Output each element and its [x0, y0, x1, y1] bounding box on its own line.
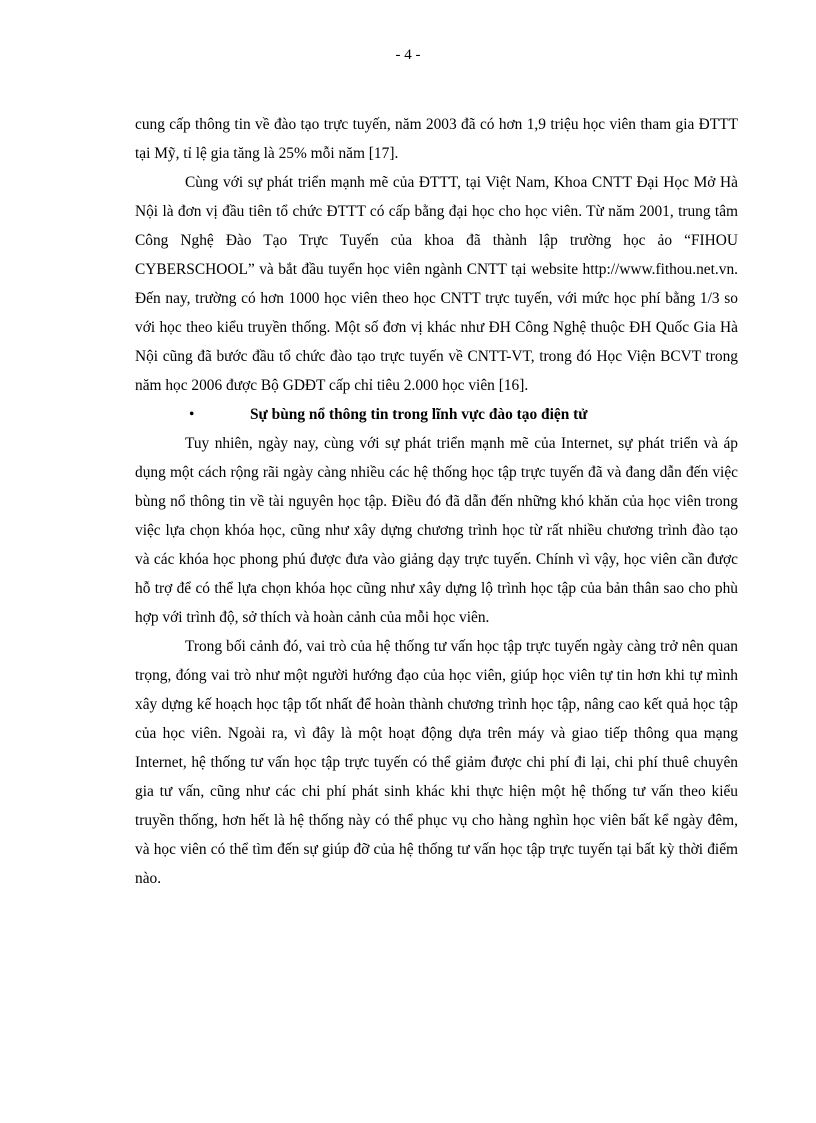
- page-number: - 4 -: [395, 47, 421, 63]
- paragraph-information-explosion: Tuy nhiên, ngày nay, cùng với sự phát triển mạnh mẽ của Internet, sự phát triển và áp dụng một cách rộng rãi ngày càng nhiều các hệ thống học tập trực tuyến đã và đang dẫn đến việc bùng nổ thông tin về tài nguyên học tập. Điều đó đã dẫn đến những khó khăn của học viên trong việc lựa chọn khóa học, cũng như xây dựng chương trình học từ rất nhiều chương trình đào tạo và các khóa học phong phú được đưa vào giảng dạy trực tuyến. Chính vì vậy, học viên cần được hỗ trợ để có thể lựa chọn khóa học cũng như xây dựng lộ trình học tập của bản thân sao cho phù hợp với trình độ, sở thích và hoàn cảnh của mỗi học viên.: [135, 435, 738, 626]
- paragraph-advisory-system-role: Trong bối cảnh đó, vai trò của hệ thống tư vấn học tập trực tuyến ngày càng trở nên quan trọng, đóng vai trò như một người hướng đạo của học viên, giúp học viên tự tin hơn khi tự mình xây dựng kế hoạch học tập tốt nhất để hoàn thành chương trình học tập, nâng cao kết quả học tập của học viên. Ngoài ra, vì đây là một hoạt động dựa trên máy và giao tiếp thông qua mạng Internet, hệ thống tư vấn học tập trực tuyến có thể giảm được chi phí đi lại, chi phí thuê chuyên gia tư vấn, cũng như các chi phí phát sinh khác khi thực hiện một hệ thống tư vấn theo kiểu truyền thống, hơn hết là hệ thống này có thể phục vụ cho hàng nghìn học viên bất kể ngày đêm, và học viên có thể tìm đến sự giúp đỡ của hệ thống tư vấn học tập trực tuyến tại bất kỳ thời điểm nào.: [135, 638, 738, 887]
- section-heading-text: Sự bùng nổ thông tin trong lĩnh vực đào tạo điện tử: [250, 406, 588, 423]
- bullet-icon: •: [189, 406, 195, 423]
- body-text: [135, 110, 738, 893]
- paragraph-vietnam-online-training: Cùng với sự phát triển mạnh mẽ của ĐTTT, tại Việt Nam, Khoa CNTT Đại Học Mở Hà Nội là đơn vị đầu tiên tổ chức ĐTTT có cấp bằng đại học cho học viên. Từ năm 2001, trung tâm Công Nghệ Đào Tạo Trực Tuyến của khoa đã thành lập trường học ảo “FIHOU CYBERSCHOOL” và bắt đầu tuyển học viên ngành CNTT tại website http://www.fithou.net.vn. Đến nay, trường có hơn 1000 học viên theo học CNTT trực tuyến, với mức học phí bằng 1/3 so với học theo kiểu truyền thống. Một số đơn vị khác như ĐH Công Nghệ thuộc ĐH Quốc Gia Hà Nội cũng đã bước đầu tổ chức đào tạo trực tuyến về CNTT-VT, trong đó Học Viện BCVT trong năm học 2006 được Bộ GDĐT cấp chỉ tiêu 2.000 học viên [16].: [135, 174, 738, 394]
- section-heading: [135, 400, 738, 429]
- paragraph-continuation: cung cấp thông tin về đào tạo trực tuyến, năm 2003 đã có hơn 1,9 triệu học viên tham gia ĐTTT tại Mỹ, tỉ lệ gia tăng là 25% mỗi năm [17].: [135, 116, 738, 162]
